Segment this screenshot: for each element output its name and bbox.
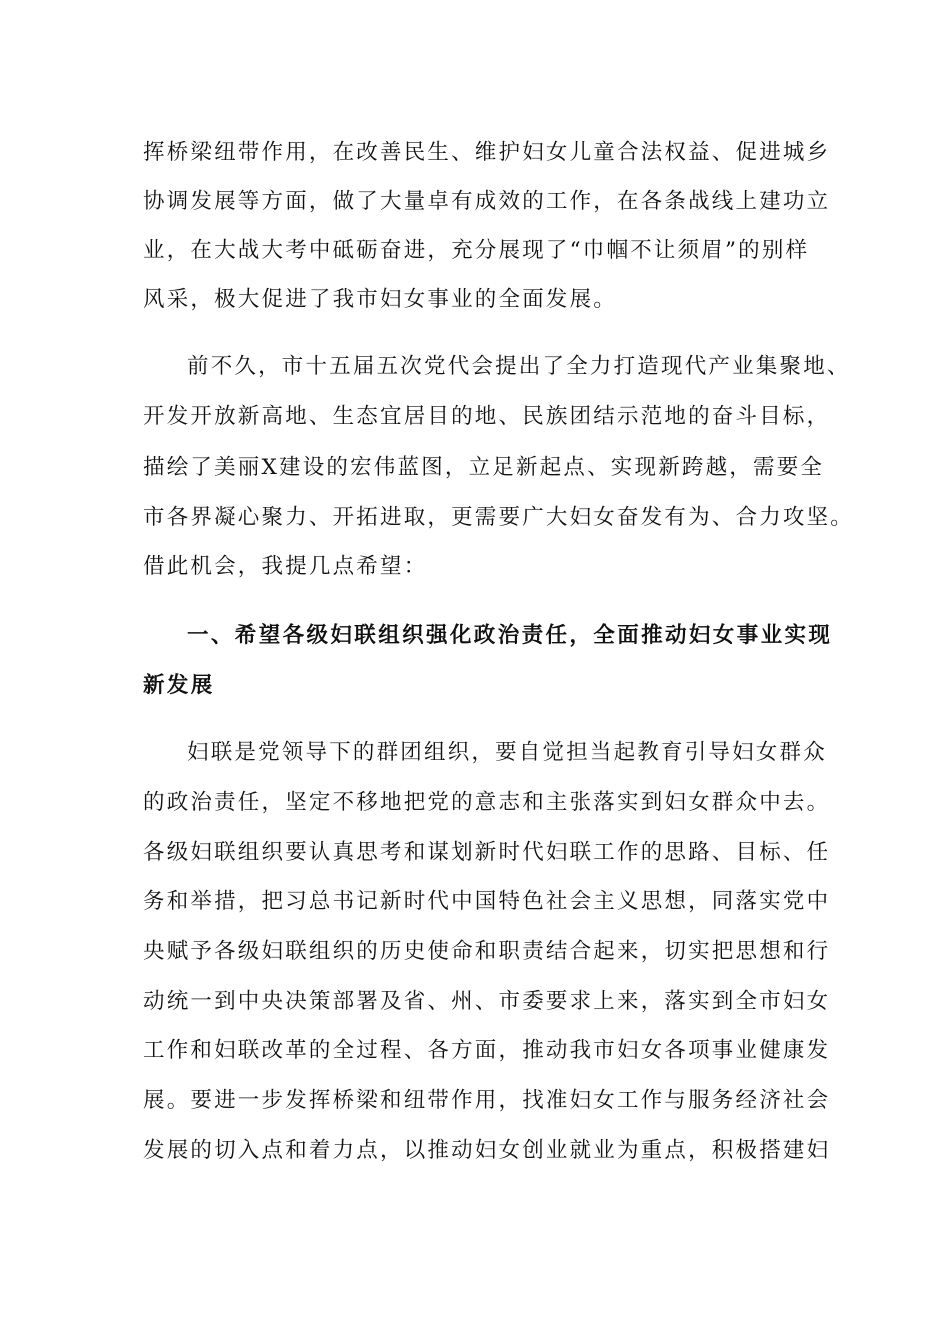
text-line: 央赋予各级妇联组织的历史使命和职责结合起来，切实把思想和行 <box>143 939 831 964</box>
text-line: 挥桥梁纽带作用，在改善民生、维护妇女儿童合法权益、促进城乡 <box>143 140 831 165</box>
heading-line: 一、希望各级妇联组织强化政治责任，全面推动妇女事业实现 <box>187 623 833 648</box>
text-line: 各级妇联组织要认真思考和谋划新时代妇联工作的思路、目标、任 <box>143 840 831 865</box>
text-line: 动统一到中央决策部署及省、州、市委要求上来，落实到全市妇女 <box>143 989 831 1014</box>
text-line: 描绘了美丽X建设的宏伟蓝图，立足新起点、实现新跨越，需要全 <box>143 455 825 480</box>
text-line: 工作和妇联改革的全过程、各方面，推动我市妇女各项事业健康发 <box>143 1038 831 1063</box>
text-line: 妇联是党领导下的群团组织，要自觉担当起教育引导妇女群众 <box>187 740 827 765</box>
text-line: 展。要进一步发挥桥梁和纽带作用，找准妇女工作与服务经济社会 <box>143 1088 831 1113</box>
heading-line: 新发展 <box>143 673 215 698</box>
text-line: 开发开放新高地、生态宜居目的地、民族团结示范地的奋斗目标， <box>143 404 831 429</box>
text-line: 协调发展等方面，做了大量卓有成效的工作，在各条战线上建功立 <box>143 189 831 214</box>
text-line: 的政治责任，坚定不移地把党的意志和主张落实到妇女群众中去。 <box>143 790 831 815</box>
text-line: 务和举措，把习总书记新时代中国特色社会主义思想，同落实党中 <box>143 889 831 914</box>
text-line: 业，在大战大考中砥砺奋进，充分展现了“巾帼不让须眉”的别样 <box>143 238 810 263</box>
text-line: 市各界凝心聚力、开拓进取，更需要广大妇女奋发有为、合力攻坚。 <box>143 505 855 530</box>
text-line: 借此机会，我提几点希望： <box>143 554 428 579</box>
text-line: 前不久，市十五届五次党代会提出了全力打造现代产业集聚地、 <box>187 354 851 379</box>
text-line: 发展的切入点和着力点，以推动妇女创业就业为重点，积极搭建妇 <box>143 1138 831 1163</box>
text-line: 风采，极大促进了我市妇女事业的全面发展。 <box>143 287 618 312</box>
